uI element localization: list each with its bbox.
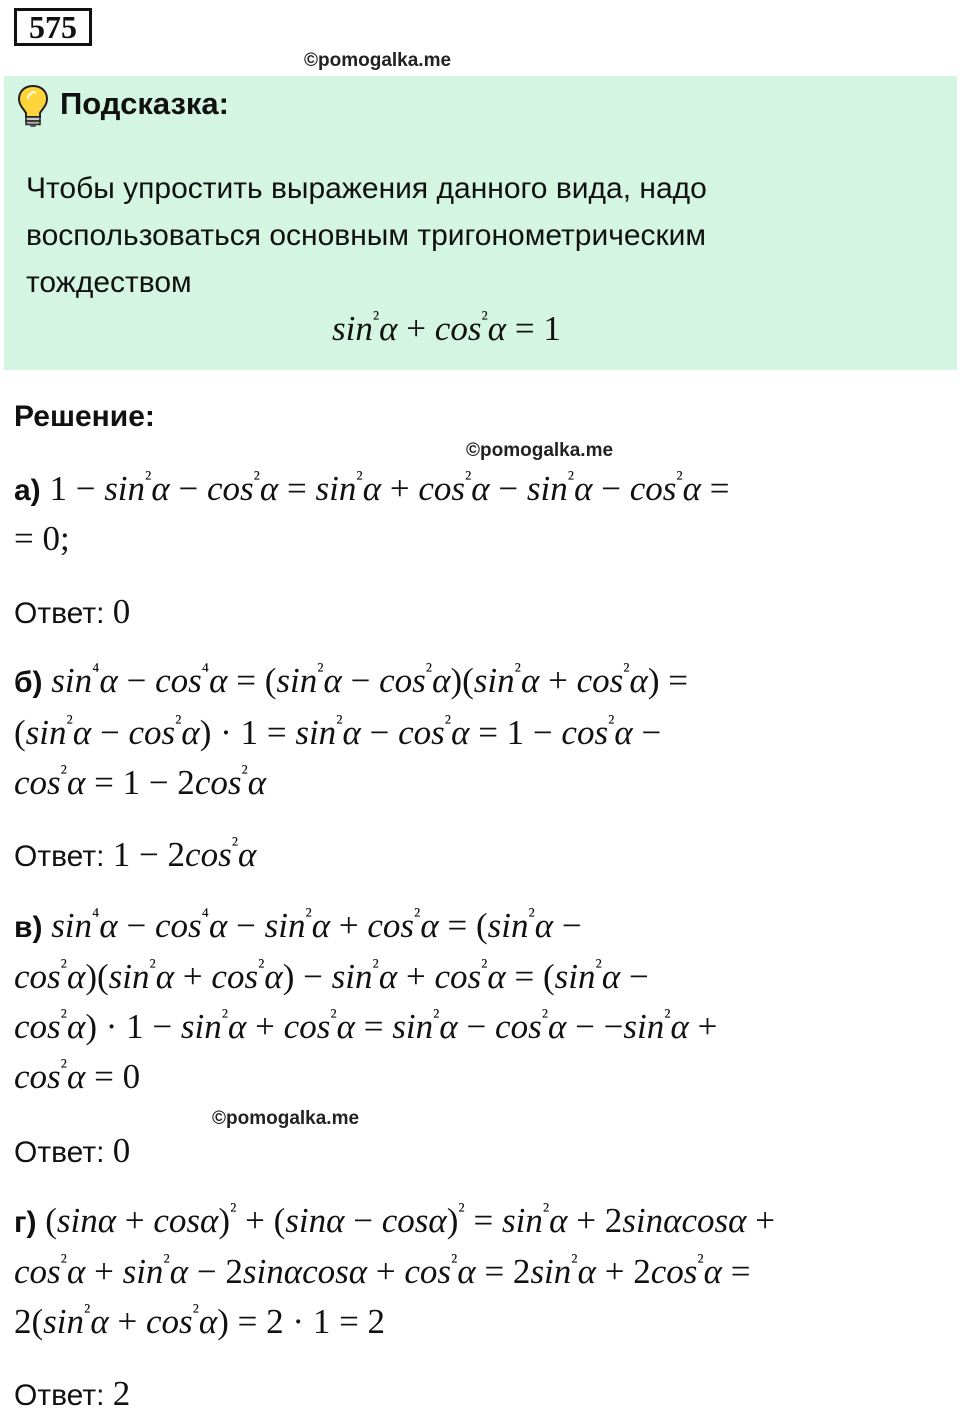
hint-text-line: Чтобы упростить выражения данного вида, надо: [26, 172, 707, 205]
part-label: б): [14, 666, 43, 699]
answer-value: 0: [112, 592, 131, 631]
solution-line: [14, 1249, 751, 1292]
hint-text-line: воспользоваться основным тригонометрическим: [26, 219, 707, 252]
answer-line: [14, 1131, 130, 1171]
formula: $\cos^{^2}\alpha)(\sin^{^2}\alpha + \cos^{^2}\alpha) - \sin^{^2}\alpha + \cos^{^2}\alpha = (\sin^{^2}\alpha$ −: [14, 954, 649, 996]
solution-line: [14, 1299, 386, 1342]
answer-value: 0: [112, 1131, 131, 1170]
watermark: ©pomogalka.me: [212, 1108, 360, 1129]
answer-label: Ответ:: [14, 840, 105, 873]
lightbulb-icon: [16, 84, 50, 128]
answer-line: [14, 1374, 130, 1414]
problem-number: 575: [14, 8, 92, 46]
solution-line: [14, 658, 689, 701]
part-label: в): [14, 911, 43, 944]
formula: $1 - \sin^{^2}\alpha - \cos^{^2}\alpha = \sin^{^2}\alpha + \cos^{^2}\alpha - \sin^{^2}\alpha - \cos^{^2}\alpha$ =: [49, 466, 730, 508]
formula: $\cos^{^2}\alpha = 0$: [14, 1054, 141, 1096]
solution-line: [14, 1004, 718, 1047]
answer-line: [14, 592, 130, 632]
hint-text-line: тождеством: [26, 266, 192, 299]
answer-label: Ответ:: [14, 597, 105, 630]
formula: $\cos^{^2}\alpha) \cdot 1 - \sin^{^2}\alpha + \cos^{^2}\alpha = \sin^{^2}\alpha - \cos^{^2}\alpha - -\sin^{^2}\alpha$ +: [14, 1004, 718, 1046]
solution-line: [14, 954, 649, 997]
solution-line: [14, 519, 70, 559]
solution-line: [14, 710, 662, 753]
watermark: ©pomogalka.me: [466, 440, 614, 461]
solution-line: [14, 760, 267, 803]
solution-line: [14, 1054, 141, 1097]
formula: = 0;: [14, 519, 70, 558]
formula: $\sin^{^4}\alpha - \cos^{^4}\alpha = (\sin^{^2}\alpha - \cos^{^2}\alpha)(\sin^{^2}\alpha + \cos^{^2}\alpha)$ =: [51, 658, 689, 700]
formula: $2(\sin^{^2}\alpha + \cos^{^2}\alpha) = 2 \cdot 1 = 2$: [14, 1299, 386, 1341]
answer-value: $1 - 2\cos^{^2}\alpha$: [112, 832, 257, 874]
formula: $\cos^{^2}\alpha + \sin^{^2}\alpha - 2\sin\alpha\cos\alpha + \cos^{^2}\alpha = 2\sin^{^2}\alpha + 2\cos^{^2}\alpha$ =: [14, 1249, 751, 1291]
part-label: г): [14, 1206, 37, 1239]
hint-title: Подсказка:: [60, 86, 229, 121]
formula: $(\sin\alpha + \cos\alpha)^{^2} + (\sin\alpha - \cos\alpha)^{^2} = \sin^{^2}\alpha + 2\sin\alpha\cos\alpha$ +: [45, 1198, 775, 1240]
solution-line: [14, 466, 730, 509]
solution-line: [14, 1198, 775, 1241]
formula: $\sin^{^4}\alpha - \cos^{^4}\alpha - \sin^{^2}\alpha + \cos^{^2}\alpha = (\sin^{^2}\alpha$ −: [51, 903, 582, 945]
answer-label: Ответ:: [14, 1379, 105, 1412]
part-label: а): [14, 474, 41, 507]
formula: $(\sin^{^2}\alpha - \cos^{^2}\alpha) \cdot 1 = \sin^{^2}\alpha - \cos^{^2}\alpha = 1 - \cos^{^2}\alpha$ −: [14, 710, 662, 752]
answer-value: 2: [112, 1374, 131, 1413]
solution-label: Решение:: [14, 400, 155, 433]
answer-line: [14, 832, 257, 875]
identity-formula: $\sin^{^2}\alpha + \cos^{^2}\alpha = 1$: [332, 306, 561, 348]
formula: $\cos^{^2}\alpha = 1 - 2\cos^{^2}\alpha$: [14, 760, 267, 802]
watermark: ©pomogalka.me: [304, 50, 452, 71]
answer-label: Ответ:: [14, 1136, 105, 1169]
solution-line: [14, 903, 582, 946]
